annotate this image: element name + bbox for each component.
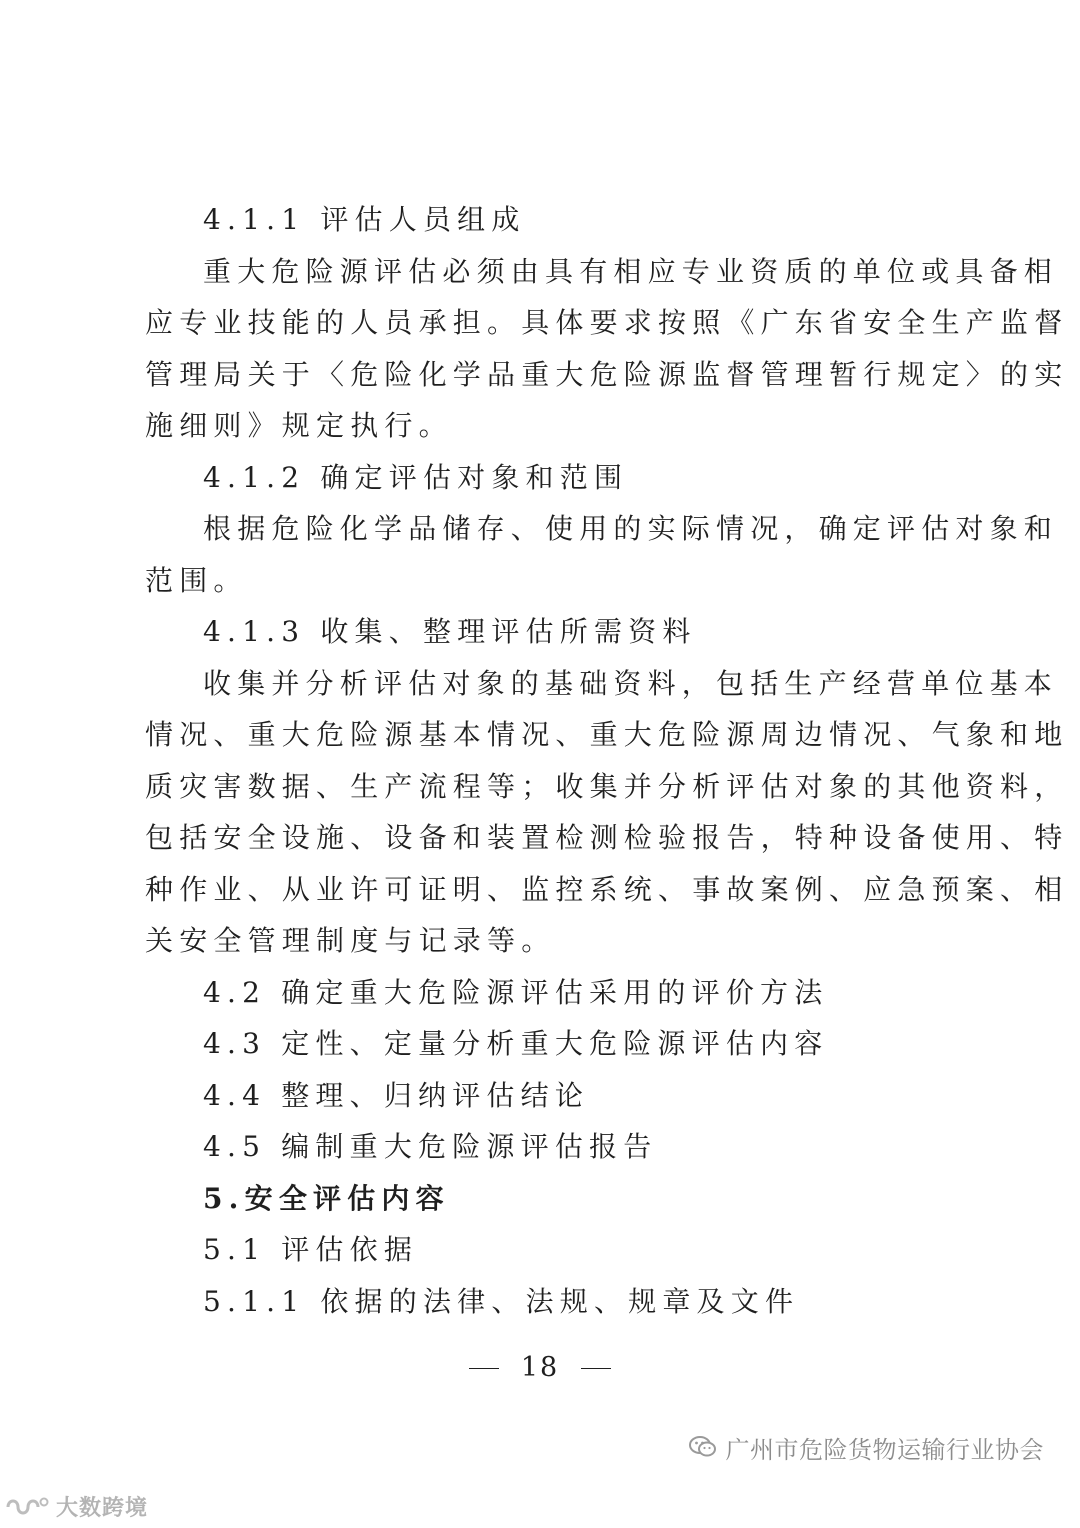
text-line: 4.1.1 评估人员组成 xyxy=(203,203,526,236)
text-line: 重大危险源评估必须由具有相应专业资质的单位或具备相 xyxy=(203,254,1059,288)
right-dash xyxy=(581,1368,611,1370)
text-line: 管理局关于〈危险化学品重大危险源监督管理暂行规定〉的实 xyxy=(145,357,1069,391)
wechat-watermark xyxy=(688,1429,1045,1465)
section-heading: 5.安全评估内容 xyxy=(203,1181,450,1215)
wechat-icon xyxy=(688,1434,718,1460)
text-line: 根据危险化学品储存、使用的实际情况，确定评估对象和 xyxy=(203,512,1059,545)
text-line: 4.4 整理、归纳评估结论 xyxy=(203,1078,590,1112)
text-line: 5.1 评估依据 xyxy=(203,1233,419,1266)
text-line: 4.1.3 收集、整理评估所需资料 xyxy=(203,615,697,648)
text-line: 应专业技能的人员承担。具体要求按照《广东省安全生产监督 xyxy=(145,306,1069,339)
text-line: 收集并分析评估对象的基础资料，包括生产经营单位基本 xyxy=(203,666,1059,700)
text-line: 关安全管理制度与记录等。 xyxy=(145,924,556,957)
site-watermark xyxy=(4,1490,148,1522)
text-line: 4.1.2 确定评估对象和范围 xyxy=(203,460,629,494)
logo-icon xyxy=(4,1493,50,1519)
left-dash xyxy=(469,1368,499,1370)
document-body xyxy=(145,194,1069,1327)
text-line: 4.3 定性、定量分析重大危险源评估内容 xyxy=(203,1027,829,1060)
wechat-account-name: 广州市危险货物运输行业协会 xyxy=(725,1435,1044,1464)
text-line: 施细则》规定执行。 xyxy=(145,409,453,442)
text-line: 质灾害数据、生产流程等；收集并分析评估对象的其他资料， xyxy=(145,769,1069,803)
site-name: 大数跨境 xyxy=(56,1495,149,1521)
page-number: 18 xyxy=(520,1352,560,1383)
text-line: 4.2 确定重大危险源评估采用的评价方法 xyxy=(203,975,829,1009)
text-line: 4.5 编制重大危险源评估报告 xyxy=(203,1130,658,1163)
text-line: 包括安全设施、设备和装置检测检验报告，特种设备使用、特 xyxy=(145,821,1069,854)
text-line: 5.1.1 依据的法律、法规、规章及文件 xyxy=(203,1284,800,1318)
text-line: 种作业、从业许可证明、监控系统、事故案例、应急预案、相 xyxy=(145,872,1069,906)
text-line: 情况、重大危险源基本情况、重大危险源周边情况、气象和地 xyxy=(145,718,1069,751)
page-number-footer xyxy=(0,1350,1080,1386)
text-line: 范围。 xyxy=(145,563,248,597)
